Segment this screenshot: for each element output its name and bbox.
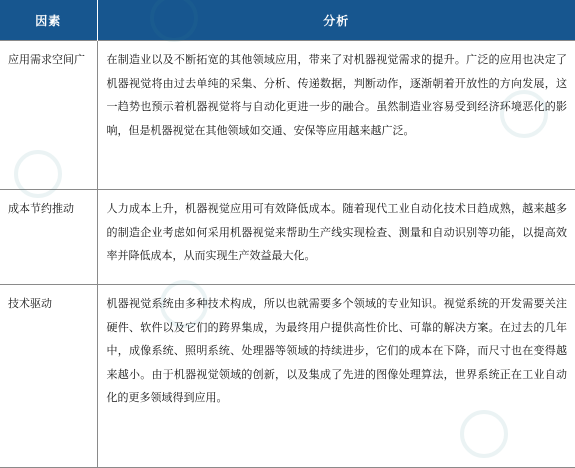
table-row [0,285,575,468]
table-row [0,190,575,285]
table-row [0,41,575,190]
analysis-text: 人力成本上升，机器视觉应用可有效降低成本。随着现代工业自动化技术日趋成熟，越来越多的制造企业考虑如何采用机器视觉来帮助生产线实现检查、测量和自动识别等功能，以提高效率并降低成本，从而实现生产效益最大化。 [98,190,575,268]
analysis-cell [97,190,575,285]
header-analysis: 分析 [97,0,575,41]
factor-text: 应用需求空间广 [0,41,97,71]
factor-cell [0,190,97,285]
header-factor: 因素 [0,0,97,41]
factor-cell [0,41,97,190]
analysis-cell [97,285,575,468]
analysis-cell [97,41,575,190]
analysis-text: 机器视觉系统由多种技术构成，所以也就需要多个领域的专业知识。视觉系统的开发需要关注硬件、软件以及它们的跨界集成，为最终用户提供高性价比、可靠的解决方案。在过去的几年中，成像系统、照明系统、处理器等领域的持续进步，它们的成本在下降，而尺寸也在变得越来越小。由于机器视觉领域的创新，以及集成了先进的图像处理算法，世界系统正在工业自动化的更多领域得到应用。 [98,285,575,410]
factor-cell [0,285,97,468]
table-header-row [0,0,575,41]
analysis-text: 在制造业以及不断拓宽的其他领域应用，带来了对机器视觉需求的提升。广泛的应用也决定了机器视觉将由过去单纯的采集、分析、传递数据，判断动作，逐渐朝着开放性的方向发展，这一趋势也预示着机器视觉将与自动化更进一步的融合。虽然制造业容易受到经济环境恶化的影响，但是机器视觉在其他领域如交通、安保等应用越来越广泛。 [98,41,575,142]
factor-text: 技术驱动 [0,285,97,315]
factor-text: 成本节约推动 [0,190,97,220]
